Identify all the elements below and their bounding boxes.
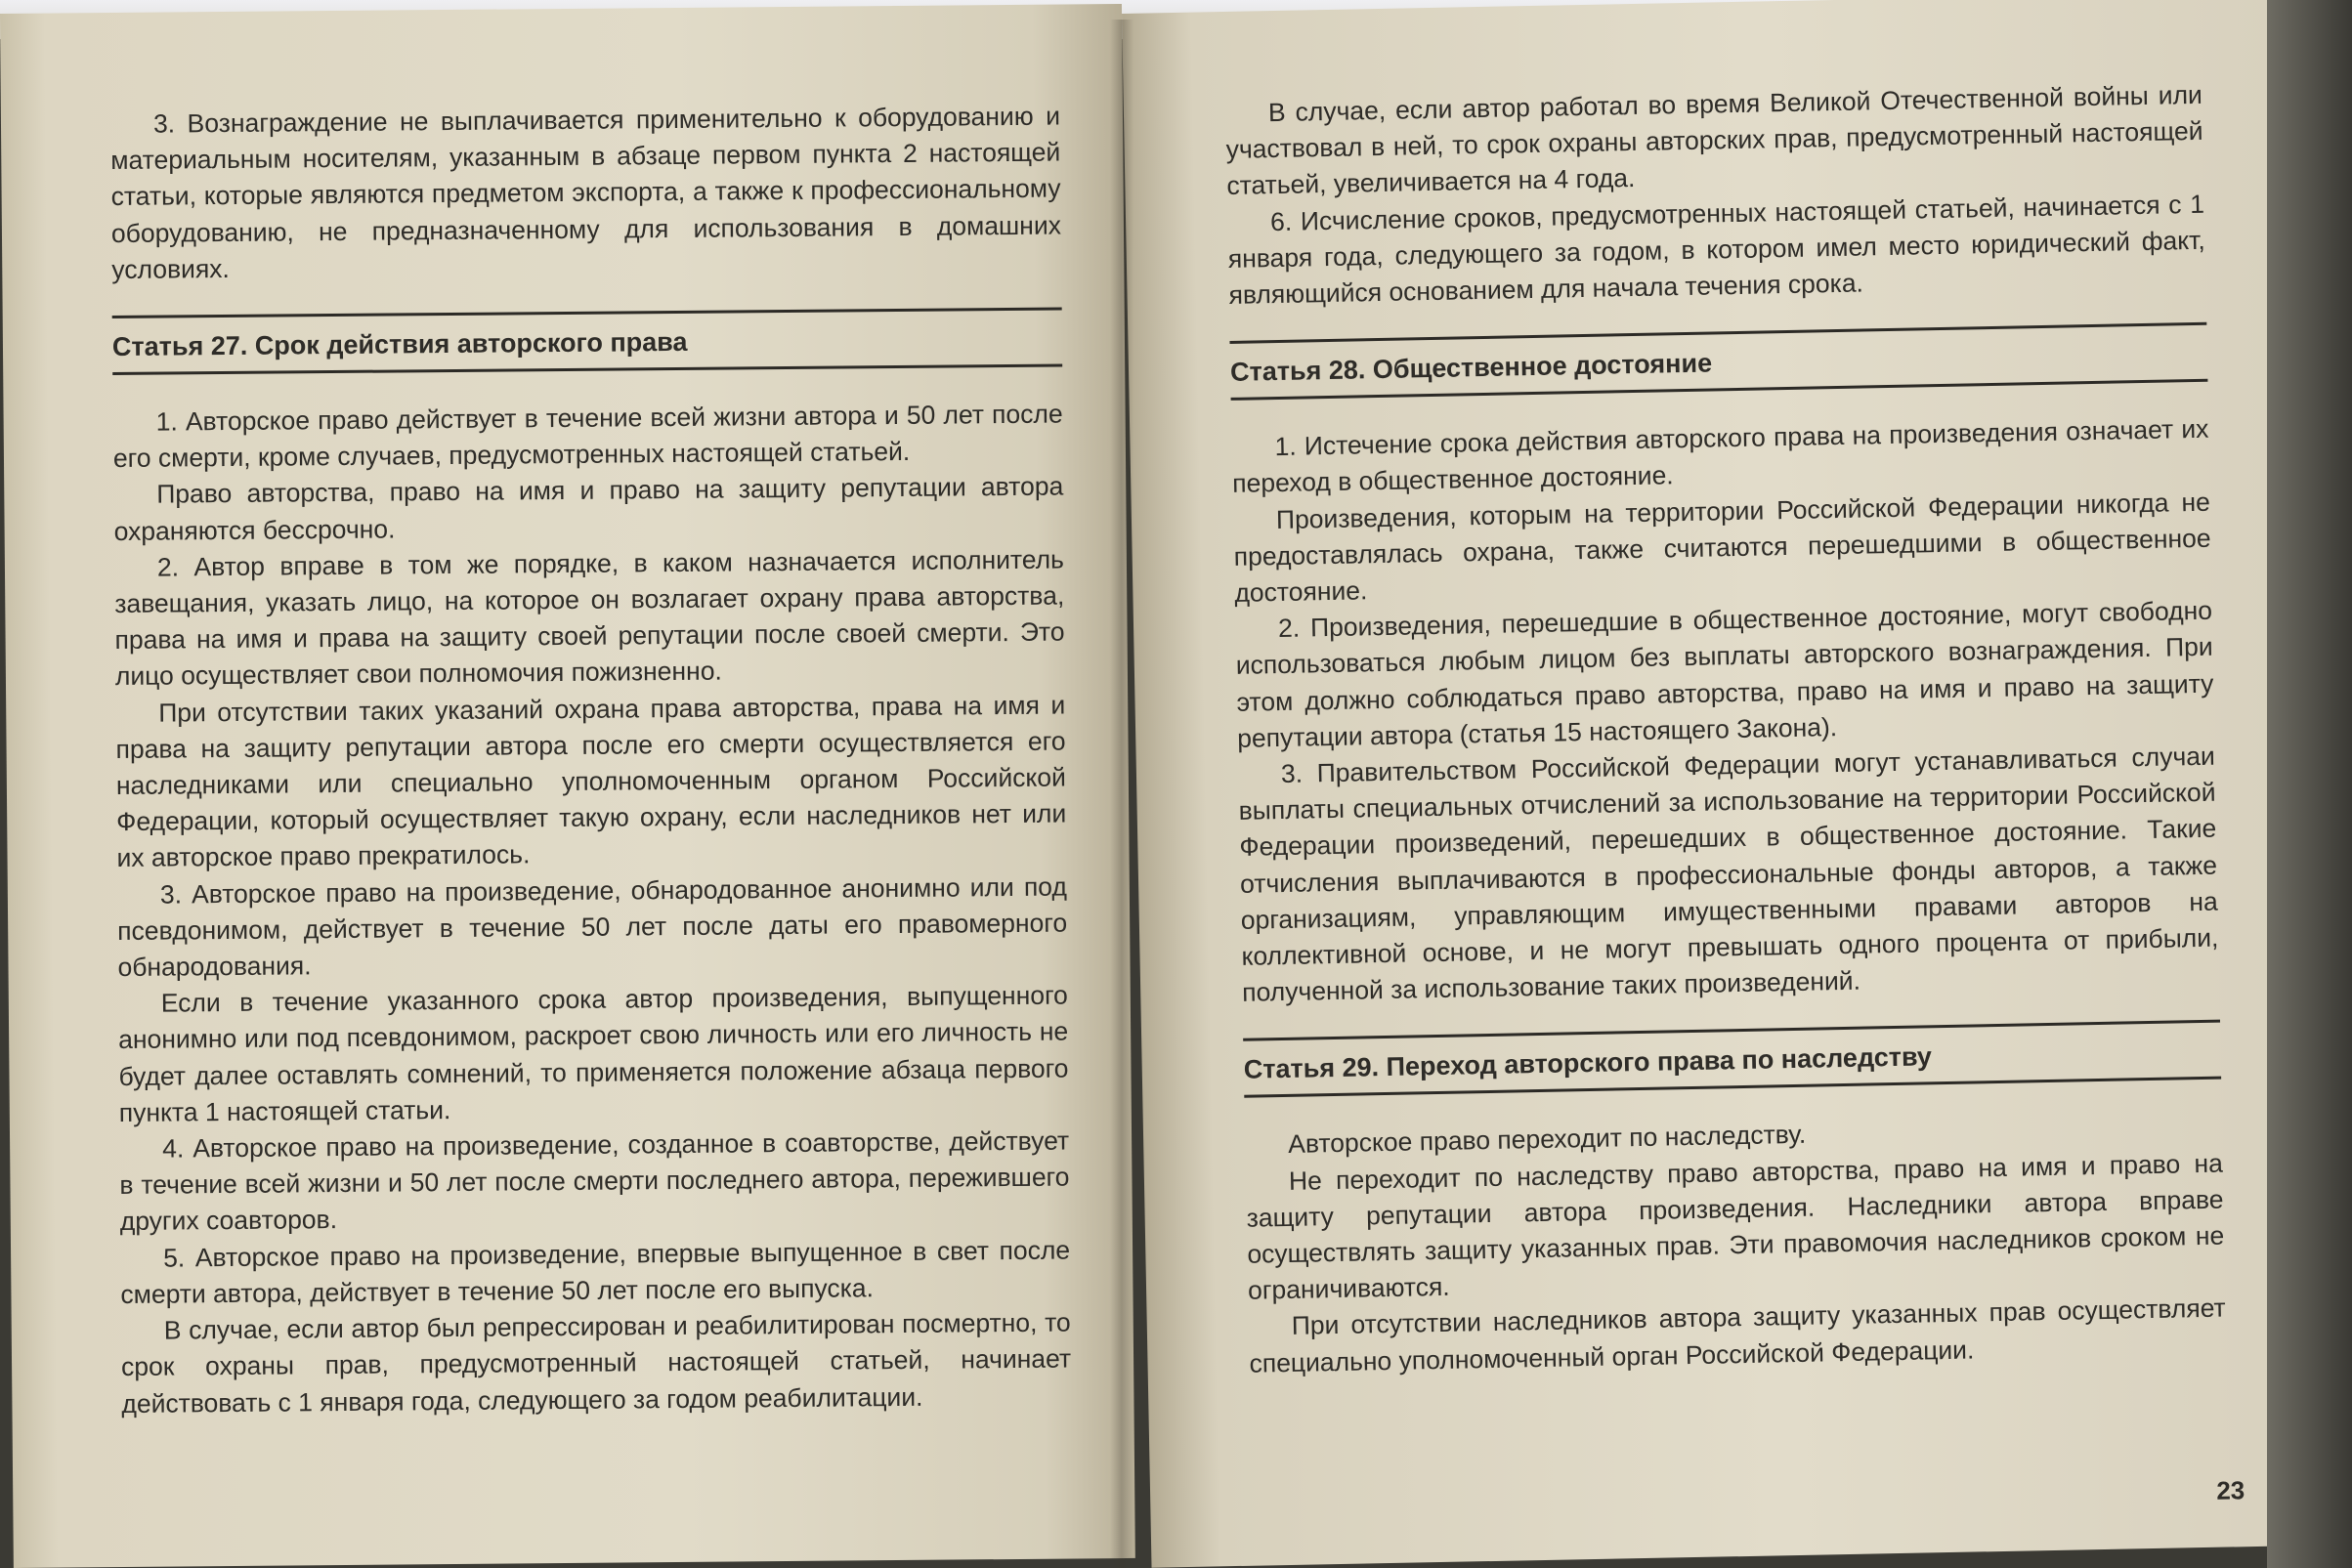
paragraph: 1. Истечение срока действия авторского права на произведения означает их переход в общественное достояние. bbox=[1231, 413, 2209, 499]
left-intro bbox=[110, 99, 1062, 288]
paragraph: При отсутствии наследников автора защиту указанных прав осуществляет специально уполномоченный орган Российской Федерации. bbox=[1249, 1293, 2226, 1378]
paragraph: 1. Авторское право действует в течение всей жизни автора и 50 лет после его смерти, кроме случаев, предусмотренных настоящей статьей. bbox=[112, 399, 1063, 474]
page-number: 23 bbox=[2216, 1475, 2245, 1505]
paragraph: 4. Авторское право на произведение, созданное в соавторстве, действует в течение всей жизни и 50 лет после смерти последнего автора, пережившего других соавторов. bbox=[119, 1125, 1070, 1237]
article-27-header bbox=[112, 308, 1062, 375]
background-edge bbox=[2267, 0, 2352, 1568]
article-29-body bbox=[1245, 1109, 2227, 1382]
paragraph: 5. Авторское право на произведение, впервые выпущенное в свет после смерти автора, действует в течение 50 лет после его выпуска. bbox=[120, 1235, 1071, 1309]
paragraph: Не переходит по наследству право авторства, право на имя и право на защиту репутации автора произведения. Наследники автора вправе осуществлять защиту указанных прав. Эти правомочия наследников сроком не ограничиваются. bbox=[1246, 1148, 2225, 1306]
paragraph: 2. Автор вправе в том же порядке, в каком назначается исполнитель завещания, указать лицо, на которое он возлагает охрану права авторства, права на имя и права на защиту своей репутации после своей смерти. Это лицо осуществляет свои полномочия пожизненно. bbox=[114, 544, 1065, 692]
paragraph: Произведения, которым на территории Российской Федерации никогда не предоставлялась охрана, также считаются перешедшими в общественное достояние. bbox=[1233, 487, 2211, 608]
article-28-header bbox=[1229, 322, 2207, 401]
right-intro bbox=[1225, 77, 2206, 314]
left-page bbox=[0, 4, 1135, 1568]
book-spine bbox=[1110, 20, 1133, 1568]
paragraph: 3. Вознаграждение не выплачивается применительно к оборудованию и материальным носителям, указанным в абзаце первом пункта 2 настоящей статьи, которые являются предметом экспорта, а также к профессиональному оборудованию, не предназначенному для использования в домашних условиях. bbox=[110, 101, 1062, 284]
article-29-title: Статья 29. Переход авторского права по наследству bbox=[1243, 1041, 1933, 1085]
paragraph: Право авторства, право на имя и право на защиту репутации автора охраняются бессрочно. bbox=[113, 471, 1064, 546]
paragraph: В случае, если автор был репрессирован и реабилитирован посмертно, то срок охраны прав, предусмотренный настоящей статьей, начинает действовать с 1 января года, следующего за годом реабилитации. bbox=[120, 1307, 1072, 1419]
paragraph: 3. Авторское право на произведение, обнародованное анонимно или под псевдонимом, действует в течение 50 лет после даты его правомерного обнародования. bbox=[117, 871, 1068, 983]
paragraph: При отсутствии таких указаний охрана права авторства, права на имя и права на защиту репутации автора после его смерти осуществляется его наследниками или специально уполномоченным органом Российской Федерации, который осуществляет такую охрану, если наследников нет или их авторское право прекратилось. bbox=[115, 690, 1067, 873]
right-page bbox=[1122, 0, 2304, 1568]
paragraph: 2. Произведения, перешедшие в общественное достояние, могут свободно использоваться любым лицом без выплаты авторского вознаграждения. При этом должно соблюдаться право авторства, право на имя и право на защиту репутации автора (статья 15 настоящего Закона). bbox=[1235, 595, 2214, 753]
paragraph: 6. Исчисление сроков, предусмотренных настоящей статьей, начинается с 1 января года, следующего за годом, в котором имел место юридический факт, являющийся основанием для начала течения срока. bbox=[1227, 189, 2205, 310]
article-27-body bbox=[112, 397, 1071, 1422]
article-27-title: Статья 27. Срок действия авторского права bbox=[111, 326, 688, 362]
article-28-title: Статья 28. Общественное достояние bbox=[1229, 348, 1713, 388]
paragraph: В случае, если автор работал во время Великой Отечественной войны или участвовал в ней, то срок охраны авторских прав, предусмотренный настоящей статьей, увеличивается на 4 года. bbox=[1225, 79, 2203, 201]
paragraph: Авторское право переходит по наследству. bbox=[1287, 1120, 1807, 1160]
paragraph: Если в течение указанного срока автор произведения, выпущенного анонимно или под псевдонимом, раскроет свою личность или его личность не будет далее оставлять сомнений, то применяется положение абзаца первого пункта 1 настоящей статьи. bbox=[118, 980, 1069, 1127]
paragraph: 3. Правительством Российской Федерации могут устанавливаться случаи выплаты специальных отчислений за использование на территории Российской Федерации произведений, перешедших в общественное достояние. Такие отчисления выплачиваются в профессиональные фонды авторов, а также организациям, управляющим имущественными правами авторов на коллективной основе, и не могут превышать одного процента от прибыли, полученной за использование таких произведений. bbox=[1238, 741, 2219, 1008]
article-29-header bbox=[1243, 1020, 2221, 1098]
article-28-body bbox=[1231, 411, 2219, 1011]
